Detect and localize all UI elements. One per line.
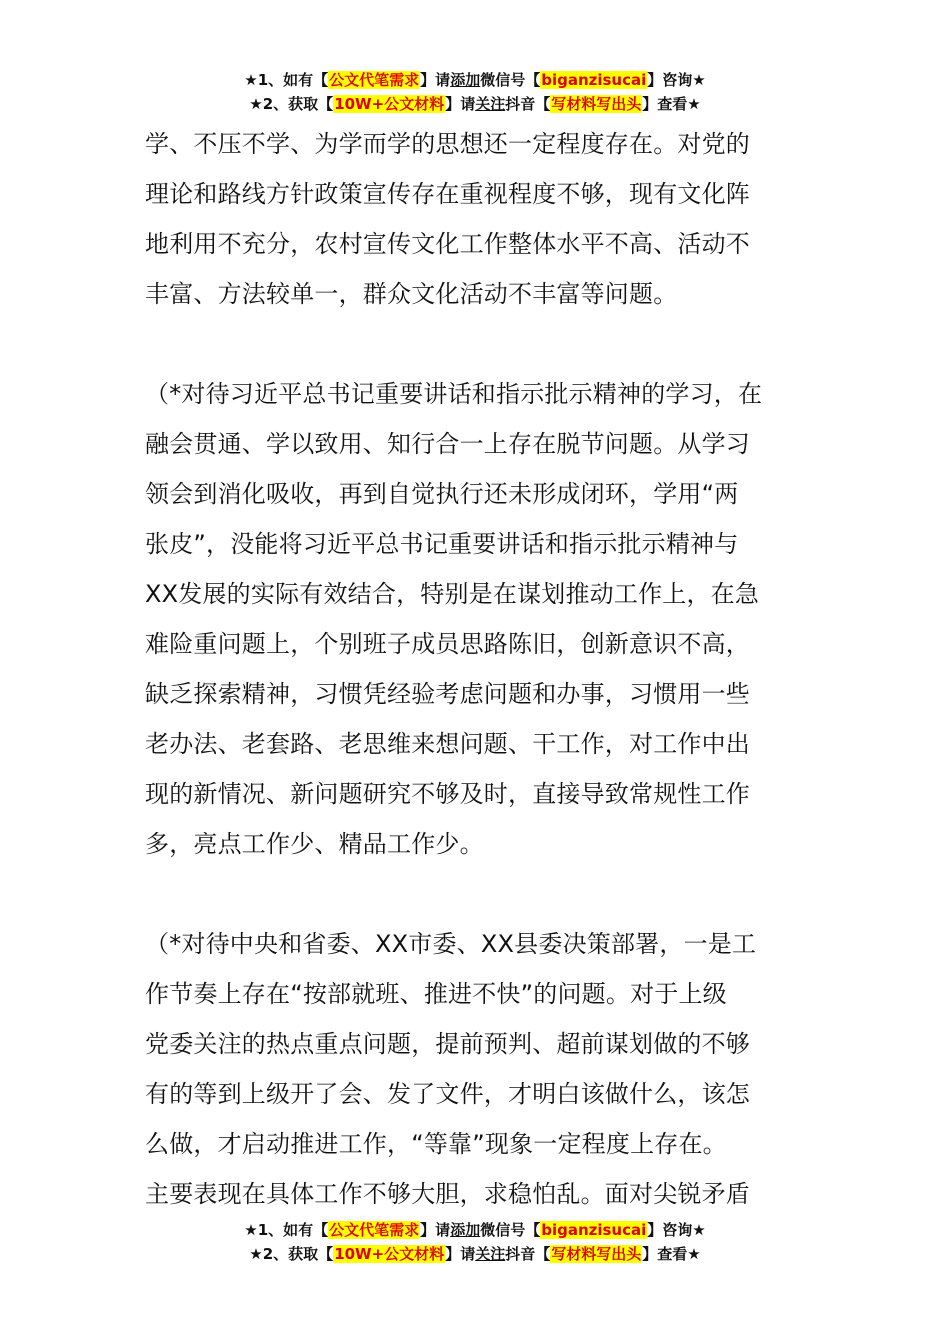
highlight-service: 公文代笔需求 <box>329 1221 420 1239</box>
header-banner-line-1: ★1、如有【公文代笔需求】请添加微信号【biganzisucai】咨询★ <box>244 71 706 89</box>
footer-banner-line-2: ★2、获取【10W+公文材料】请关注抖音【写材料写出头】查看★ <box>249 1245 701 1263</box>
footer-banner-line-1: ★1、如有【公文代笔需求】请添加微信号【biganzisucai】咨询★ <box>244 1221 706 1239</box>
text-line: 多，亮点工作少、精品工作少。 <box>145 830 484 858</box>
highlight-service: 公文代笔需求 <box>329 71 420 89</box>
text-line: 作节奏上存在“按部就班、推进不快”的问题。对于上级 <box>145 980 727 1008</box>
text-line: XX发展的实际有效结合，特别是在谋划推动工作上，在急 <box>145 580 760 608</box>
text-line: 么做，才启动推进工作，“等靠”现象一定程度上存在。 <box>145 1130 727 1158</box>
text-line: 理论和路线方针政策宣传存在重视程度不够，现有文化阵 <box>145 180 750 208</box>
highlight-wechat-id: biganzisucai <box>541 71 647 89</box>
paragraph-1 <box>145 119 810 319</box>
highlight-douyin-id: 写材料写出头 <box>551 95 642 113</box>
text-line: 融会贯通、学以致用、知行合一上存在脱节问题。从学习 <box>145 430 750 458</box>
paragraph-2 <box>145 369 810 869</box>
text-line: 党委关注的热点重点问题，提前预判、超前谋划做的不够 <box>145 1030 750 1058</box>
text-line: 地利用不充分，农村宣传文化工作整体水平不高、活动不 <box>145 230 750 258</box>
footer-banner <box>0 1218 950 1266</box>
highlight-wechat-id: biganzisucai <box>541 1221 647 1239</box>
text-line: 有的等到上级开了会、发了文件，才明白该做什么，该怎 <box>145 1080 750 1108</box>
highlight-douyin-id: 写材料写出头 <box>551 1245 642 1263</box>
text-line: （*对待习近平总书记重要讲话和指示批示精神的学习，在 <box>145 380 763 408</box>
text-line: （*对待中央和省委、XX市委、XX县委决策部署，一是工 <box>145 930 757 958</box>
text-line: 缺乏探索精神，习惯凭经验考虑问题和办事，习惯用一些 <box>145 680 750 708</box>
header-banner-line-2: ★2、获取【10W+公文材料】请关注抖音【写材料写出头】查看★ <box>249 95 701 113</box>
header-banner <box>0 68 950 116</box>
highlight-materials: 10W+公文材料 <box>334 1245 445 1263</box>
text-line: 老办法、老套路、老思维来想问题、干工作，对工作中出 <box>145 730 750 758</box>
text-line: 领会到消化吸收，再到自觉执行还未形成闭环，学用“两 <box>145 480 739 508</box>
text-line: 张皮”，没能将习近平总书记重要讲话和指示批示精神与 <box>145 530 739 558</box>
document-body <box>145 119 810 1219</box>
text-line: 丰富、方法较单一，群众文化活动不丰富等问题。 <box>145 280 678 308</box>
text-line: 现的新情况、新问题研究不够及时，直接导致常规性工作 <box>145 780 750 808</box>
text-line: 学、不压不学、为学而学的思想还一定程度存在。对党的 <box>145 130 750 158</box>
highlight-materials: 10W+公文材料 <box>334 95 445 113</box>
text-line: 主要表现在具体工作不够大胆，求稳怕乱。面对尖锐矛盾 <box>145 1180 750 1208</box>
paragraph-3 <box>145 919 810 1219</box>
text-line: 难险重问题上，个别班子成员思路陈旧，创新意识不高， <box>145 630 750 658</box>
